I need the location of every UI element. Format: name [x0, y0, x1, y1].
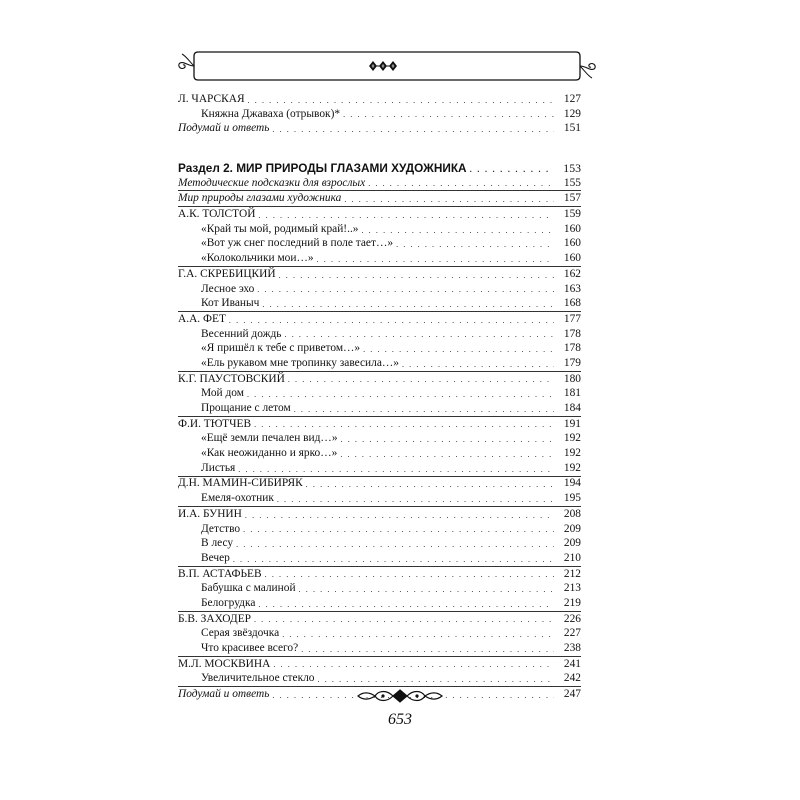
toc-entry-row[interactable] — [178, 671, 581, 687]
dot-leader — [229, 314, 554, 327]
toc-entry-row[interactable] — [178, 327, 581, 342]
dot-leader — [368, 177, 554, 190]
toc-entry-row[interactable] — [178, 431, 581, 446]
footer-ornament — [355, 688, 445, 704]
toc-page-number: 191 — [563, 417, 581, 430]
dot-leader — [243, 523, 554, 536]
toc-entry-title: Белогрудка — [201, 596, 256, 609]
scroll-banner-icon — [178, 49, 596, 83]
dot-leader — [294, 403, 554, 416]
toc-page-number: 129 — [563, 107, 581, 120]
toc-page-number: 213 — [563, 582, 581, 595]
toc-entry-title: В лесу — [201, 537, 234, 550]
dot-leader — [279, 269, 554, 282]
toc-entry-title: «Ещё земли печален вид…» — [201, 432, 338, 445]
toc-page-number: 160 — [563, 222, 581, 235]
toc-page-number: 177 — [563, 312, 581, 325]
dot-leader — [344, 193, 554, 206]
toc-entry-title: Емеля-охотник — [201, 492, 274, 505]
toc-page-number: 241 — [563, 657, 581, 670]
section-gap — [178, 136, 581, 161]
toc-entry-row[interactable] — [178, 522, 581, 537]
dot-leader — [299, 583, 554, 596]
toc-entry-title: Вечер — [201, 551, 230, 564]
toc-page-number: 178 — [563, 327, 581, 340]
toc-page-number: 194 — [563, 477, 581, 490]
toc-entry-title: В.П. АСТАФЬЕВ — [178, 567, 262, 580]
dot-leader — [396, 238, 554, 251]
toc-entry-title: «Край ты мой, родимый край!..» — [201, 222, 359, 235]
toc-author-row[interactable] — [178, 567, 581, 582]
toc-entry-title: «Я пришёл к тебе с приветом…» — [201, 342, 361, 355]
toc-page-number: 192 — [563, 461, 581, 474]
toc-page-number: 210 — [563, 551, 581, 564]
toc-entry-title: Д.Н. МАМИН-СИБИРЯК — [178, 477, 303, 490]
toc-entry-title: Мир природы глазами художника — [178, 192, 342, 205]
toc-entry-title: Детство — [201, 522, 241, 535]
toc-entry-row[interactable] — [178, 356, 581, 372]
dot-leader — [341, 433, 554, 446]
toc-entry-title: Ф.И. ТЮТЧЕВ — [178, 417, 252, 430]
toc-author-row[interactable] — [178, 92, 581, 107]
toc-entry-title: Кот Иваныч — [201, 297, 260, 310]
toc-entry-title: Бабушка с малиной — [201, 582, 296, 595]
dot-leader — [272, 123, 554, 136]
toc-page-number: 192 — [563, 432, 581, 445]
dot-leader — [340, 448, 554, 461]
toc-entry-row[interactable] — [178, 296, 581, 312]
toc-italic-row[interactable] — [178, 121, 581, 136]
toc-entry-title: Г.А. СКРЕБИЦКИЙ — [178, 267, 276, 280]
toc-page-number: 208 — [563, 507, 581, 520]
toc-entry-title: Раздел 2. МИР ПРИРОДЫ ГЛАЗАМИ ХУДОЖНИКА — [178, 161, 467, 176]
dot-leader — [257, 283, 554, 296]
toc-section-block — [178, 161, 581, 702]
toc-entry-row[interactable] — [178, 282, 581, 297]
dot-leader — [318, 673, 555, 686]
toc-page-number: 181 — [563, 387, 581, 400]
toc-page-number: 219 — [563, 596, 581, 609]
toc-author-row[interactable] — [178, 417, 581, 432]
toc-entry-row[interactable] — [178, 581, 581, 596]
toc-entry-row[interactable] — [178, 536, 581, 551]
toc-entry-title: К.Г. ПАУСТОВСКИЙ — [178, 372, 285, 385]
toc-page-number: 242 — [563, 672, 581, 685]
toc-entry-row[interactable] — [178, 107, 581, 122]
dot-leader — [470, 163, 554, 176]
toc-author-row[interactable] — [178, 207, 581, 222]
toc-entry-row[interactable] — [178, 626, 581, 641]
toc-entry-title: Подумай и ответь — [178, 688, 270, 701]
toc-entry-title: Весенний дождь — [201, 327, 282, 340]
toc-entry-row[interactable] — [178, 596, 581, 612]
dot-leader — [288, 373, 554, 386]
toc-entry-row[interactable] — [178, 222, 581, 237]
dot-leader — [273, 658, 554, 671]
dot-leader — [258, 598, 554, 611]
dot-leader — [245, 509, 554, 522]
dot-leader — [402, 358, 554, 371]
dot-leader — [233, 553, 554, 566]
toc-author-row[interactable] — [178, 372, 581, 387]
toc-page-number: 195 — [563, 492, 581, 505]
dot-leader — [254, 418, 554, 431]
toc-italic-row[interactable] — [178, 191, 581, 207]
toc-entry-row[interactable] — [178, 251, 581, 267]
dot-leader — [363, 343, 554, 356]
toc-entry-title: Лесное эхо — [201, 282, 255, 295]
toc-author-row[interactable] — [178, 267, 581, 282]
toc-page-number: 157 — [563, 192, 581, 205]
toc-entry-title: «Колокольчики мои…» — [201, 252, 314, 265]
toc-entry-title: Мой дом — [201, 387, 244, 400]
toc-entry-row[interactable] — [178, 341, 581, 356]
toc-entry-row[interactable] — [178, 446, 581, 461]
toc-page-number: 179 — [563, 356, 581, 369]
dot-leader — [285, 328, 555, 341]
toc-entry-title: М.Л. МОСКВИНА — [178, 657, 271, 670]
toc-page-number: 153 — [563, 161, 581, 176]
toc-entry-title: «Ель рукавом мне тропинку завесила…» — [201, 356, 399, 369]
toc-entry-title: И.А. БУНИН — [178, 507, 242, 520]
flourish-icon — [355, 688, 445, 704]
dot-leader — [248, 94, 554, 107]
toc-entry-title: Княжна Джаваха (отрывок)* — [201, 107, 341, 120]
dot-leader — [247, 388, 554, 401]
toc-entry-row[interactable] — [178, 401, 581, 417]
header-ornament-banner — [178, 49, 596, 83]
toc-entry-title: А.К. ТОЛСТОЙ — [178, 208, 256, 221]
toc-entry-title: Л. ЧАРСКАЯ — [178, 92, 245, 105]
toc-entry-row[interactable] — [178, 461, 581, 477]
toc-page-number: 151 — [563, 122, 581, 135]
toc-page-number: 178 — [563, 342, 581, 355]
dot-leader — [258, 209, 554, 222]
toc-entry-title: Серая звёздочка — [201, 627, 280, 640]
toc-page-number: 168 — [563, 297, 581, 310]
toc-entry-row[interactable] — [178, 641, 581, 657]
toc-entry-title: Прощание с летом — [201, 402, 291, 415]
dot-leader — [317, 253, 554, 266]
toc-entry-row[interactable] — [178, 386, 581, 401]
dot-leader — [282, 628, 554, 641]
dot-leader — [236, 538, 554, 551]
toc-page-number: 247 — [563, 688, 581, 701]
toc-page-number: 159 — [563, 208, 581, 221]
toc-page-number: 163 — [563, 282, 581, 295]
toc-page-number: 160 — [563, 237, 581, 250]
toc-entry-title: Что красивее всего? — [201, 642, 299, 655]
dot-leader — [262, 298, 554, 311]
toc-page-number: 238 — [563, 642, 581, 655]
toc-page-number: 155 — [563, 176, 581, 189]
toc-page-number: 180 — [563, 372, 581, 385]
toc-entry-row[interactable] — [178, 237, 581, 252]
toc-author-row[interactable] — [178, 657, 581, 672]
toc-entry-title: А.А. ФЕТ — [178, 312, 226, 325]
dot-leader — [265, 568, 554, 581]
toc-page-number: 162 — [563, 267, 581, 280]
toc-section-heading[interactable] — [178, 161, 581, 176]
toc-entry-row[interactable] — [178, 551, 581, 567]
toc-entry-title: «Как неожиданно и ярко…» — [201, 447, 338, 460]
toc-page-number: 209 — [563, 522, 581, 535]
dot-leader — [301, 643, 554, 656]
table-of-contents — [178, 92, 581, 702]
toc-author-row[interactable] — [178, 477, 581, 492]
dot-leader — [361, 224, 554, 237]
toc-page-number: 160 — [563, 252, 581, 265]
toc-page-number: 212 — [563, 567, 581, 580]
dot-leader — [254, 613, 554, 626]
toc-page-number: 184 — [563, 402, 581, 415]
toc-entry-title: Методические подсказки для взрослых — [178, 176, 366, 189]
toc-page-number: 209 — [563, 537, 581, 550]
toc-page-number: 192 — [563, 447, 581, 460]
dot-leader — [306, 478, 554, 491]
toc-entry-title: Подумай и ответь — [178, 122, 270, 135]
toc-top-block — [178, 92, 581, 136]
dot-leader — [238, 463, 554, 476]
dot-leader — [343, 108, 554, 121]
toc-entry-row[interactable] — [178, 491, 581, 507]
toc-entry-title: «Вот уж снег последний в поле тает…» — [201, 237, 394, 250]
toc-entry-title: Б.В. ЗАХОДЕР — [178, 612, 251, 625]
toc-page-number: 127 — [563, 92, 581, 105]
toc-author-row[interactable] — [178, 507, 581, 522]
toc-author-row[interactable] — [178, 312, 581, 327]
toc-entry-title: Увеличительное стекло — [201, 672, 315, 685]
dot-leader — [277, 493, 554, 506]
toc-page-number: 227 — [563, 627, 581, 640]
page-number: 653 — [388, 711, 412, 728]
toc-page-number: 226 — [563, 612, 581, 625]
toc-entry-title: Листья — [201, 461, 236, 474]
toc-author-row[interactable] — [178, 612, 581, 627]
toc-italic-row[interactable] — [178, 176, 581, 192]
